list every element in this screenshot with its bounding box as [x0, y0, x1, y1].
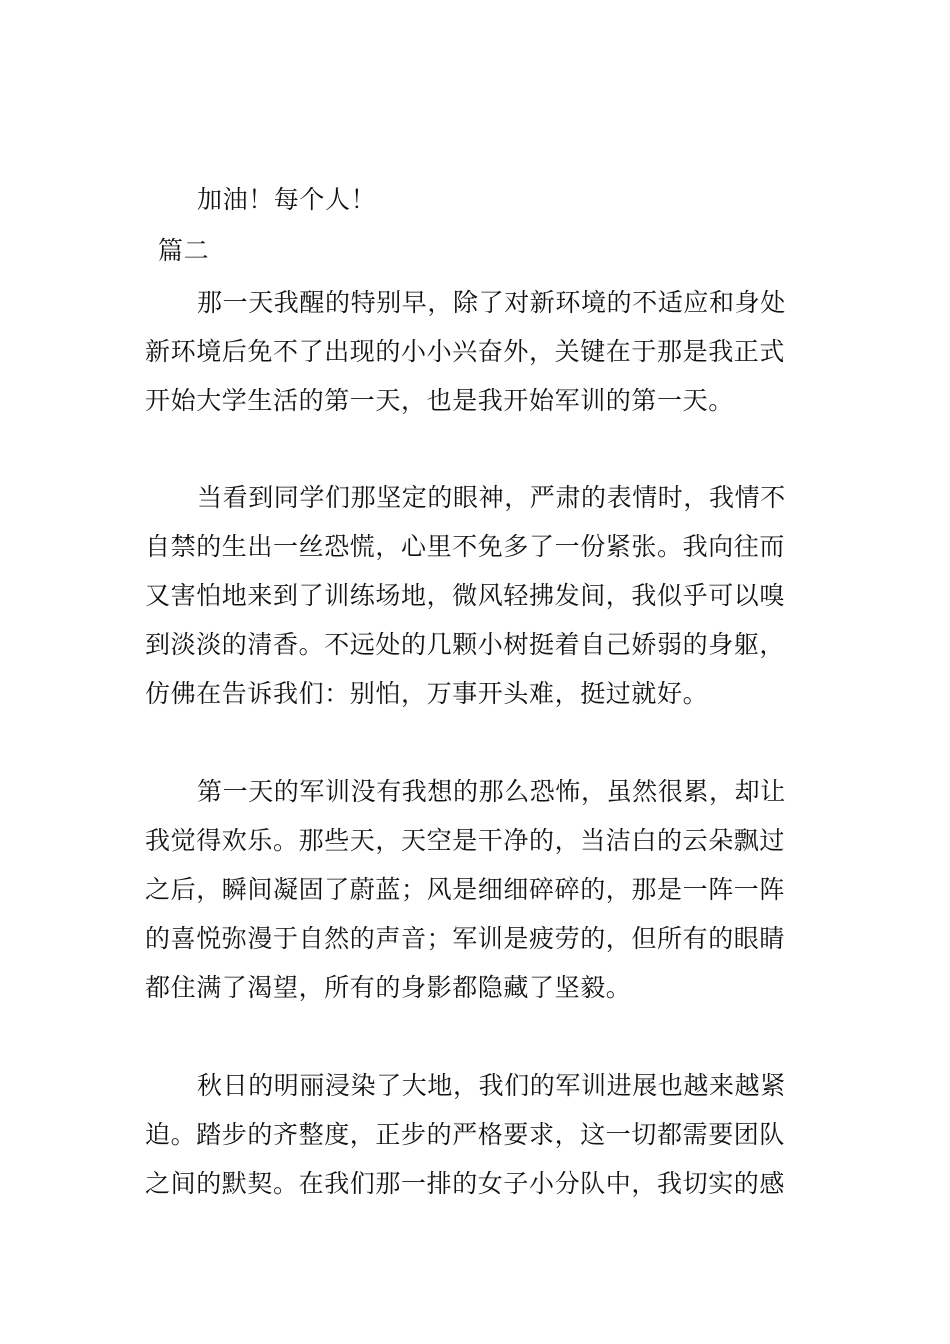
paragraph-3-line-3: 之后，瞬间凝固了蔚蓝；风是细细碎碎的，那是一阵一阵 [145, 875, 786, 904]
paragraph-3-line-4: 的喜悦弥漫于自然的声音；军训是疲劳的，但所有的眼睛 [145, 924, 786, 953]
paragraph-2-line-3: 又害怕地来到了训练场地，微风轻拂发间，我似乎可以嗅 [145, 581, 786, 610]
paragraph-1-line-2: 新环境后免不了出现的小小兴奋外，关键在于那是我正式 [145, 337, 786, 366]
paragraph-4-line-1: 秋日的明丽浸染了大地，我们的军训进展也越来越紧 [197, 1071, 786, 1100]
paragraph-1-line-1: 那一天我醒的特别早，除了对新环境的不适应和身处 [197, 288, 786, 317]
paragraph-3-line-5: 都住满了渴望，所有的身影都隐藏了坚毅。 [145, 973, 632, 1002]
paragraph-2-line-1: 当看到同学们那坚定的眼神，严肃的表情时，我情不 [197, 483, 786, 512]
paragraph-3-line-1: 第一天的军训没有我想的那么恐怖，虽然很累，却让 [197, 777, 786, 806]
paragraph-2-line-2: 自禁的生出一丝恐慌，心里不免多了一份紧张。我向往而 [145, 532, 786, 561]
paragraph-3-line-2: 我觉得欢乐。那些天，天空是干净的，当洁白的云朵飘过 [145, 826, 786, 855]
section-heading: 篇二 [158, 236, 210, 265]
paragraph-4-line-2: 迫。踏步的齐整度，正步的严格要求，这一切都需要团队 [145, 1120, 786, 1149]
paragraph-1-line-3: 开始大学生活的第一天，也是我开始军训的第一天。 [145, 386, 734, 415]
paragraph-2-line-5: 仿佛在告诉我们：别怕，万事开头难，挺过就好。 [145, 679, 709, 708]
closing-line: 加油！每个人！ [197, 185, 377, 214]
paragraph-2-line-4: 到淡淡的清香。不远处的几颗小树挺着自己娇弱的身躯， [145, 630, 786, 659]
paragraph-4-line-3: 之间的默契。在我们那一排的女子小分队中，我切实的感 [145, 1169, 786, 1198]
